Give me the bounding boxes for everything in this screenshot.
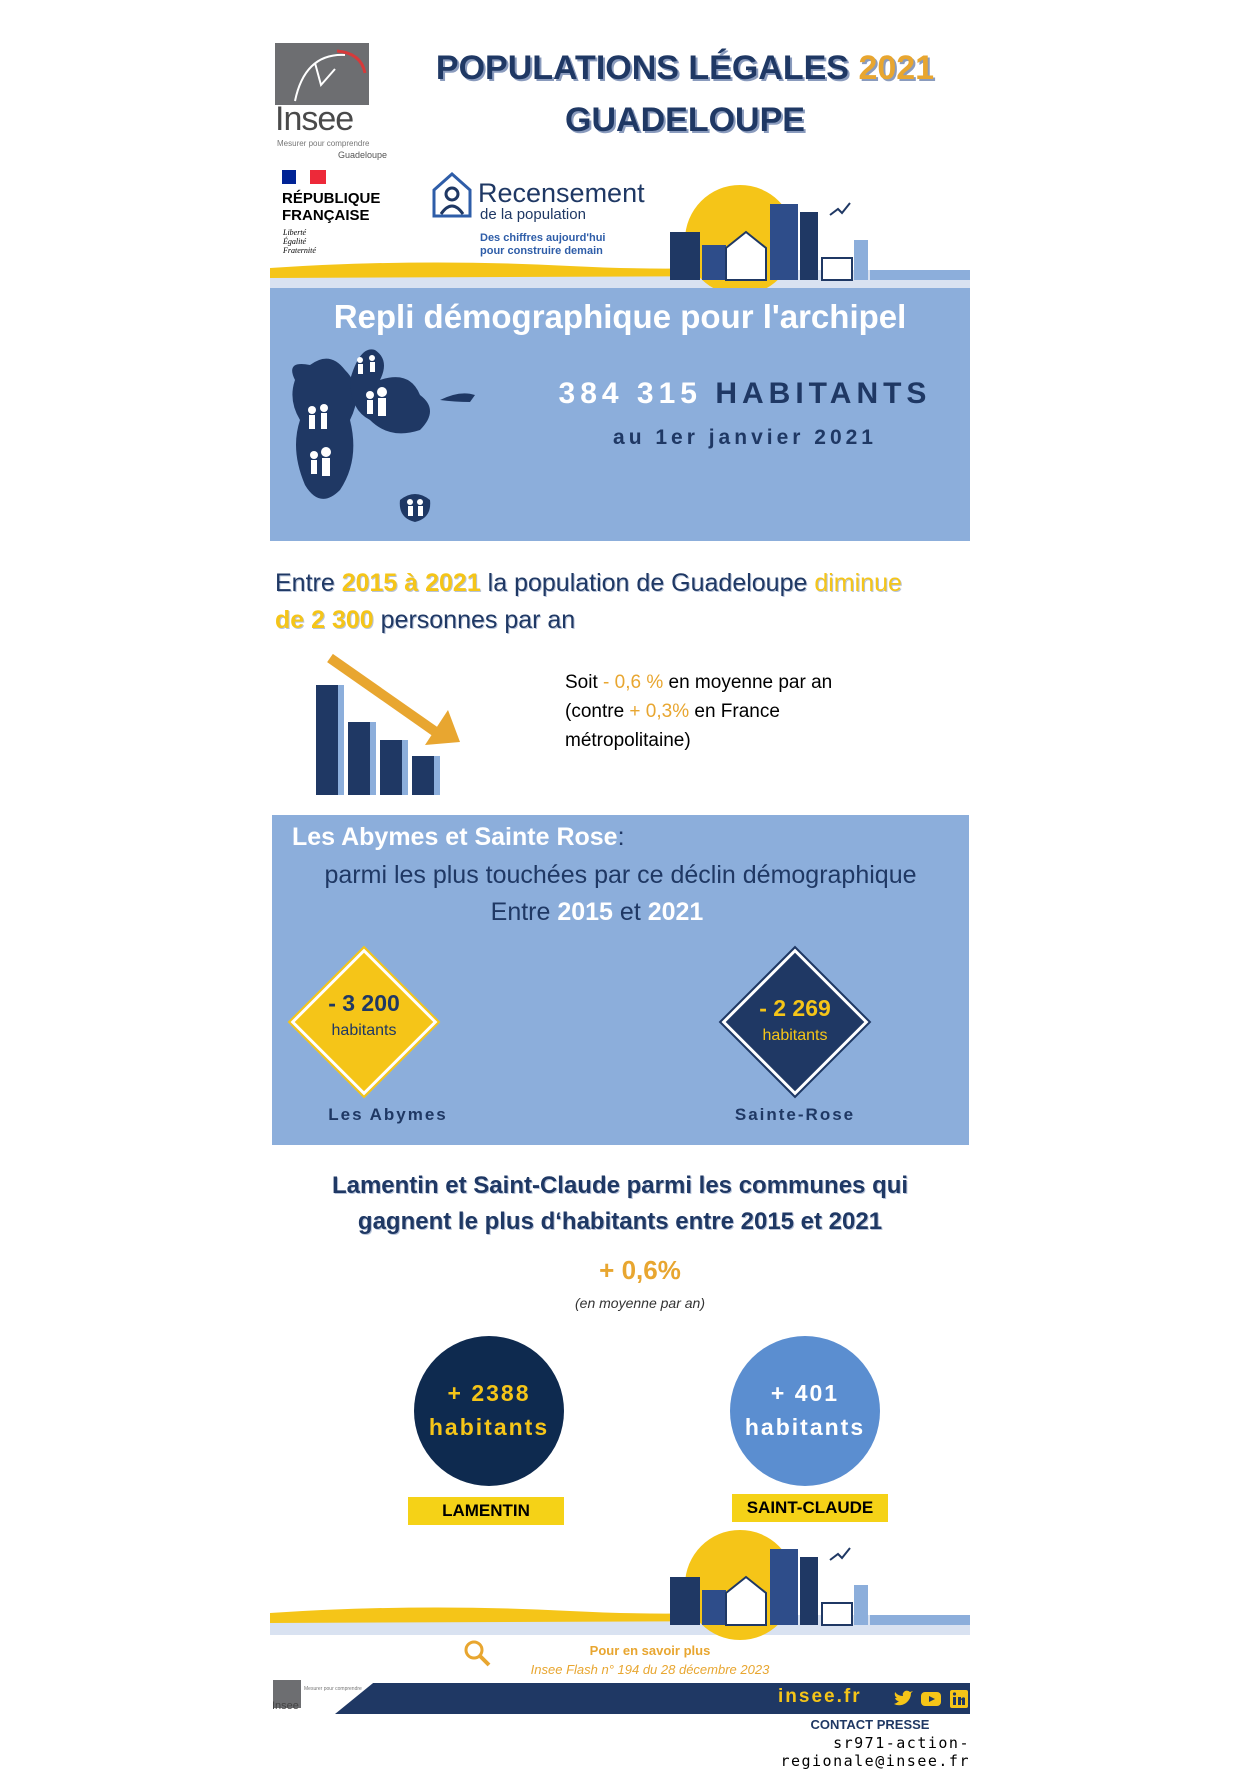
republic-motto: Liberté Égalité Fraternité bbox=[283, 228, 316, 255]
saint-claude-label: SAINT-CLAUDE bbox=[732, 1494, 888, 1522]
losers-title: Les Abymes et Sainte Rose: bbox=[292, 823, 625, 851]
abymes-name: Les Abymes bbox=[328, 1105, 448, 1124]
census-tagline: Des chiffres aujourd'hui pour construire demain bbox=[480, 232, 606, 257]
lamentin-value: + 2388 habitants bbox=[428, 1380, 550, 1440]
gainers-rate-note: (en moyenne par an) bbox=[575, 1295, 705, 1311]
city-banner-illustration bbox=[270, 190, 970, 290]
census-subtitle: de la population bbox=[480, 206, 586, 223]
footer-bar bbox=[335, 1683, 970, 1714]
press-contact-email[interactable]: sr971-action-regionale@insee.fr bbox=[780, 1734, 970, 1770]
lamentin-label: LAMENTIN bbox=[408, 1497, 564, 1525]
abymes-value: - 3 200 bbox=[328, 990, 400, 1016]
more-info-title: Pour en savoir plus bbox=[589, 1643, 711, 1658]
sainte-rose-unit: habitants bbox=[762, 1027, 828, 1044]
linkedin-icon[interactable] bbox=[948, 1689, 970, 1709]
insee-wordmark: Insee bbox=[275, 100, 354, 138]
losers-period: Entre 2015 et 2021 bbox=[490, 898, 704, 926]
insee-site-link[interactable]: insee.fr bbox=[778, 1686, 862, 1707]
insee-logo-mark bbox=[275, 43, 369, 105]
more-info-reference[interactable]: Insee Flash n° 194 du 28 décembre 2023 bbox=[530, 1662, 770, 1677]
population-date: au 1er janvier 2021 bbox=[613, 426, 877, 449]
gainers-title: Lamentin et Saint-Claude parmi les communes qui gagnent le plus d‘habitants entre 2015 et 2021 bbox=[331, 1172, 909, 1235]
hero-title: Repli démographique pour l'archipel bbox=[333, 298, 907, 335]
insee-tagline: Mesurer pour comprendre bbox=[277, 139, 370, 148]
gainers-rate: + 0,6% bbox=[599, 1255, 681, 1285]
insee-footer-tagline: Mesurer pour comprendre bbox=[304, 1686, 362, 1692]
page-title: POPULATIONS LÉGALES 2021 GUADELOUPE bbox=[435, 49, 935, 139]
press-contact-label: CONTACT PRESSE bbox=[810, 1717, 930, 1732]
republique-francaise-label: RÉPUBLIQUE FRANÇAISE bbox=[282, 190, 381, 224]
saint-claude-value: + 401 habitants bbox=[744, 1380, 866, 1440]
declining-bars-icon bbox=[310, 650, 480, 795]
youtube-icon[interactable] bbox=[920, 1689, 942, 1709]
total-population: 384 315 HABITANTS bbox=[558, 377, 932, 410]
sainte-rose-value: - 2 269 bbox=[759, 995, 831, 1021]
decline-statement: Entre 2015 à 2021 la population de Guadeloupe diminue de 2 300 personnes par an bbox=[275, 569, 902, 634]
magnifier-icon bbox=[462, 1638, 492, 1668]
guadeloupe-map-illustration bbox=[280, 340, 540, 540]
census-title: Recensement bbox=[478, 178, 645, 208]
insee-region: Guadeloupe bbox=[338, 150, 388, 160]
marianne-flag-icon bbox=[282, 170, 326, 184]
city-banner-illustration-bottom bbox=[270, 1535, 970, 1635]
insee-footer-wordmark: Insee bbox=[272, 1700, 299, 1712]
twitter-icon[interactable] bbox=[892, 1689, 914, 1709]
losers-subtitle: parmi les plus touchées par ce déclin démographique bbox=[324, 861, 917, 889]
decline-rate-text: Soit - 0,6 % en moyenne par an (contre + 0,3% en France métropolitaine) bbox=[565, 672, 833, 751]
abymes-unit: habitants bbox=[331, 1022, 397, 1039]
sainte-rose-name: Sainte-Rose bbox=[734, 1105, 856, 1124]
